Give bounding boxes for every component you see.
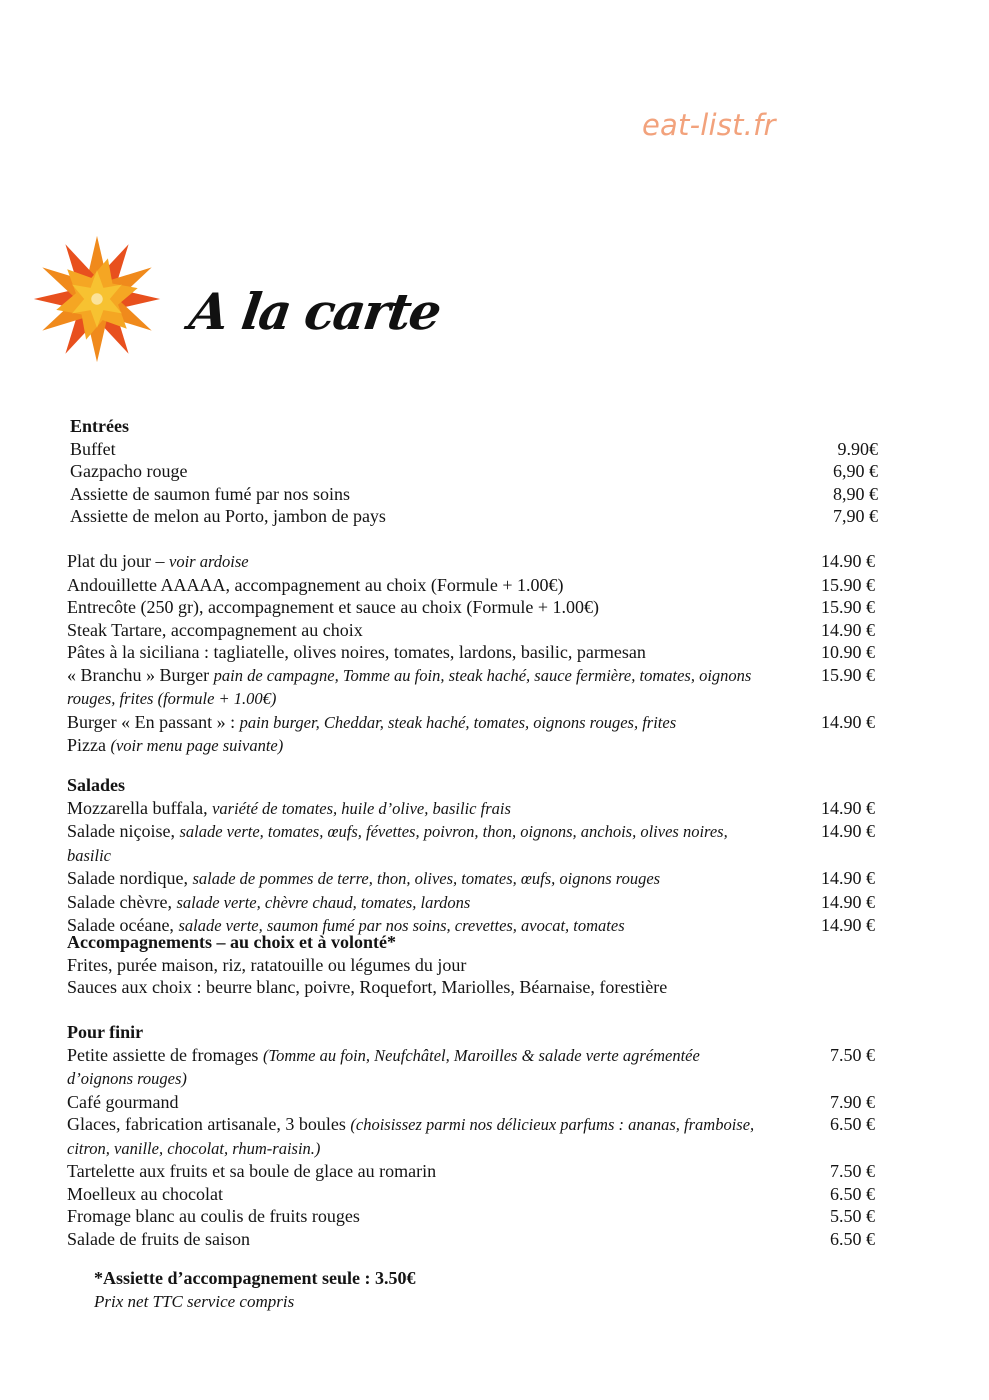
menu-item-price: 8,90 € — [833, 483, 878, 504]
section-title-accompagnements: Accompagnements – au choix et à volonté* — [67, 932, 396, 952]
menu-item-price: 14.90 € — [821, 891, 875, 912]
menu-item-row — [67, 891, 887, 915]
menu-item-title: Burger « En passant » : — [67, 711, 240, 732]
menu-item-row — [70, 438, 890, 461]
menu-item-price: 15.90 € — [821, 574, 875, 595]
menu-item-title: Petite assiette de fromages — [67, 1044, 263, 1065]
menu-item-price: 14.90 € — [821, 551, 875, 571]
menu-item-title: « Branchu » Burger — [67, 664, 214, 685]
accompagnements-line-1: Frites, purée maison, riz, ratatouille ou légumes du jour — [67, 954, 467, 975]
menu-item-title: Salade nordique, — [67, 868, 193, 888]
menu-item-row — [67, 619, 887, 642]
section-entrees — [70, 415, 890, 528]
footnote — [94, 1267, 415, 1313]
menu-item-row — [70, 460, 890, 483]
menu-item-price: 14.90 € — [821, 711, 875, 732]
menu-item-description: salade verte, tomates, œufs, févettes, poivron, thon, oignons, anchois, olives noires, basilic — [67, 822, 728, 865]
menu-item-price: 7.90 € — [830, 1091, 875, 1112]
section-title-desserts: Pour finir — [67, 1022, 144, 1042]
menu-item-row — [70, 505, 890, 528]
menu-item-name — [67, 1113, 767, 1160]
menu-item-title: Pizza — [67, 735, 111, 755]
menu-item-title: Tartelette aux fruits et sa boule de glace au romarin — [67, 1161, 437, 1181]
section-title-entrees: Entrées — [70, 416, 129, 436]
menu-item-title: Glaces, fabrication artisanale, 3 boules — [67, 1114, 351, 1134]
menu-item-row — [67, 641, 887, 664]
menu-item-title: Salade chèvre, — [67, 891, 177, 912]
menu-item-name — [67, 1160, 767, 1183]
menu-item-row — [67, 1160, 887, 1183]
menu-item-price: 14.90 € — [821, 821, 875, 841]
menu-item-name — [67, 797, 767, 821]
menu-item-price: 7,90 € — [833, 506, 878, 526]
menu-item-price: 14.90 € — [821, 915, 875, 935]
menu-item-name — [70, 460, 770, 483]
menu-item-price: 6.50 € — [830, 1183, 875, 1204]
menu-item-description: (voir menu page suivante) — [110, 736, 284, 755]
menu-item-price: 15.90 € — [821, 664, 875, 685]
plats-list — [67, 550, 887, 758]
section-title-salades: Salades — [67, 775, 126, 795]
menu-item-title: Pâtes à la siciliana : tagliatelle, olives noires, tomates, lardons, basilic, parmesan — [67, 642, 646, 662]
menu-item-name — [67, 734, 767, 758]
menu-item-row — [67, 711, 887, 735]
menu-item-price: 14.90 € — [821, 619, 875, 640]
menu-item-name — [67, 619, 767, 642]
section-accompagnements — [67, 931, 887, 999]
menu-item-description: (choisissez parmi nos délicieux parfums : ananas, framboise, citron, vanille, chocolat, rhum-raisin.) — [67, 1115, 755, 1158]
menu-item-row — [67, 596, 887, 619]
menu-item-description: salade verte, chèvre chaud, tomates, lardons — [176, 892, 471, 912]
menu-item-row — [67, 1113, 887, 1160]
menu-item-title: Plat du jour – — [67, 551, 169, 571]
sun-logo-icon — [30, 232, 164, 366]
menu-item-price: 5.50 € — [830, 1206, 875, 1226]
menu-item-price: 6.50 € — [830, 1114, 875, 1134]
menu-item-row — [67, 574, 887, 597]
menu-item-title: Salade océane, — [67, 915, 179, 935]
menu-item-row — [67, 1183, 887, 1206]
menu-item-price: 7.50 € — [830, 1161, 875, 1181]
menu-item-title: Moelleux au chocolat — [67, 1183, 223, 1204]
menu-item-title: Buffet — [70, 438, 116, 459]
menu-item-price: 6,90 € — [833, 461, 878, 481]
menu-item-name — [67, 550, 767, 574]
menu-item-name — [67, 1205, 767, 1228]
menu-item-name — [67, 1091, 767, 1114]
menu-item-row — [67, 664, 887, 711]
menu-item-price: 14.90 € — [821, 797, 875, 818]
menu-item-name — [67, 867, 767, 891]
menu-item-row — [67, 1205, 887, 1228]
menu-item-row — [67, 1044, 887, 1091]
menu-item-title: Steak Tartare, accompagnement au choix — [67, 619, 363, 640]
menu-item-row — [67, 550, 887, 574]
menu-item-title: Assiette de saumon fumé par nos soins — [70, 483, 350, 504]
menu-item-name — [67, 1044, 767, 1091]
menu-item-price: 10.90 € — [821, 642, 875, 662]
menu-item-name — [67, 574, 767, 597]
menu-item-name — [67, 820, 767, 867]
menu-item-title: Gazpacho rouge — [70, 461, 188, 481]
accompagnements-line-2: Sauces aux choix : beurre blanc, poivre, Roquefort, Mariolles, Béarnaise, forestière — [67, 977, 668, 997]
menu-item-description: variété de tomates, huile d’olive, basilic frais — [212, 798, 511, 818]
menu-item-price: 14.90 € — [821, 868, 875, 888]
menu-item-name — [67, 1228, 767, 1251]
menu-item-name — [70, 438, 770, 461]
menu-item-name — [70, 483, 770, 506]
entrees-list — [70, 438, 890, 528]
menu-item-name — [67, 641, 767, 664]
section-plats — [67, 550, 887, 758]
menu-item-title: Salade niçoise, — [67, 821, 180, 841]
page-title: A la carte — [185, 282, 444, 341]
menu-item-title: Assiette de melon au Porto, jambon de pays — [70, 506, 386, 526]
menu-item-title: Café gourmand — [67, 1091, 179, 1112]
footnote-tax-note: Prix net TTC service compris — [94, 1292, 295, 1311]
menu-item-row — [67, 1228, 887, 1251]
menu-item-name — [67, 1183, 767, 1206]
desserts-list — [67, 1044, 887, 1251]
menu-item-name — [70, 505, 770, 528]
menu-item-row — [67, 797, 887, 821]
menu-item-title: Mozzarella buffala, — [67, 797, 213, 818]
menu-item-price: 9.90€ — [837, 438, 878, 459]
footnote-accompaniment-price: *Assiette d’accompagnement seule : 3.50€ — [94, 1268, 416, 1288]
menu-item-name — [67, 596, 767, 619]
menu-item-name — [67, 664, 767, 711]
menu-item-description: pain burger, Cheddar, steak haché, tomates, oignons rouges, frites — [239, 712, 677, 732]
menu-item-description: salade de pommes de terre, thon, olives, tomates, œufs, oignons rouges — [192, 869, 661, 888]
salades-list — [67, 797, 887, 938]
watermark: eat-list.fr — [642, 108, 776, 142]
menu-item-price: 15.90 € — [821, 597, 875, 617]
menu-item-title: Fromage blanc au coulis de fruits rouges — [67, 1206, 360, 1226]
menu-item-price: 6.50 € — [830, 1228, 875, 1249]
menu-item-description: salade verte, saumon fumé par nos soins, crevettes, avocat, tomates — [178, 916, 625, 935]
menu-item-description: voir ardoise — [169, 552, 249, 571]
menu-item-title: Entrecôte (250 gr), accompagnement et sauce au choix (Formule + 1.00€) — [67, 597, 599, 617]
section-desserts — [67, 1021, 887, 1250]
menu-item-title: Andouillette AAAAA, accompagnement au choix (Formule + 1.00€) — [67, 574, 564, 595]
menu-item-row — [70, 483, 890, 506]
menu-item-name — [67, 711, 767, 735]
menu-item-row — [67, 820, 887, 867]
menu-item-title: Salade de fruits de saison — [67, 1228, 250, 1249]
menu-item-row — [67, 1091, 887, 1114]
menu-item-description: (Tomme au foin, Neufchâtel, Maroilles & salade verte agrémentée d’oignons rouges) — [67, 1045, 700, 1088]
menu-item-row — [67, 734, 887, 758]
section-salades — [67, 774, 887, 938]
menu-item-price: 7.50 € — [830, 1044, 875, 1065]
menu-item-description: pain de campagne, Tomme au foin, steak haché, sauce fermière, tomates, oignons rouges, frites (formule + 1.00€) — [67, 665, 752, 708]
menu-item-name — [67, 891, 767, 915]
menu-item-row — [67, 867, 887, 891]
